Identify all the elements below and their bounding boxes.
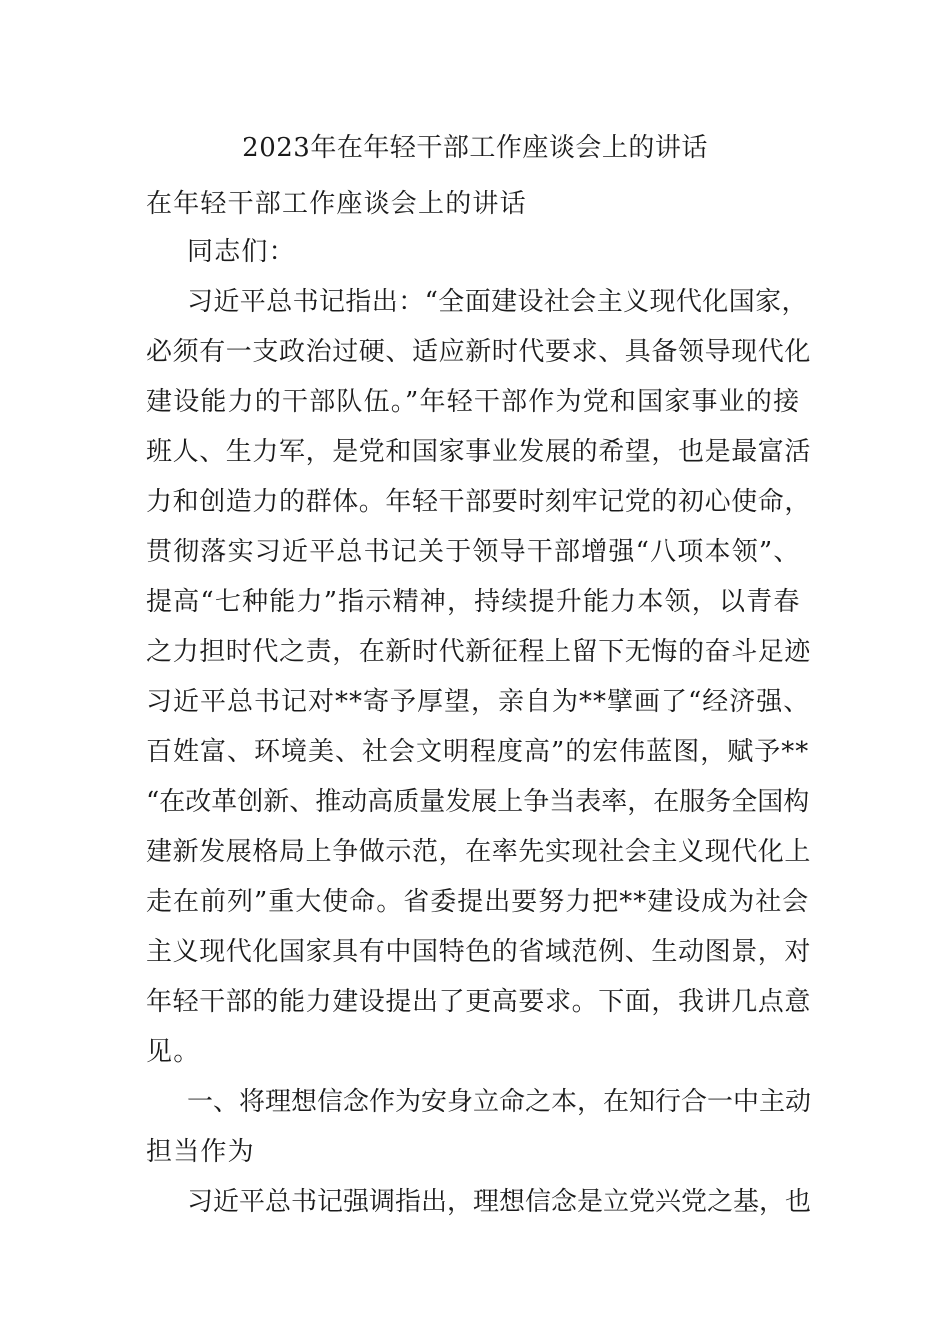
body-line: 提高“七种能力”指示精神，持续提升能力本领，以青春 [146,587,801,617]
body-line: 见。 [146,1037,201,1067]
body-line: “在改革创新、推动高质量发展上争当表率，在服务全国构 [146,787,810,817]
body-line: 力和创造力的群体。年轻干部要时刻牢记党的初心使命， [146,487,812,517]
body-line: 习近平总书记对**寄予厚望，亲自为**擘画了“经济强、 [146,687,811,717]
body-line: 之力担时代之责，在新时代新征程上留下无悔的奋斗足迹 [146,637,812,667]
salutation-line: 同志们： [187,237,296,267]
body-line: 必须有一支政治过硬、适应新时代要求、具备领导现代化 [146,337,812,367]
body-line: 建新发展格局上争做示范，在率先实现社会主义现代化上 [146,837,812,867]
body-line: 贯彻落实习近平总书记关于领导干部增强“八项本领”、 [146,537,801,567]
body-line: 班人、生力军，是党和国家事业发展的希望，也是最富活 [146,437,812,467]
subtitle-line: 在年轻干部工作座谈会上的讲话 [146,189,527,219]
body-line: 百姓富、环境美、社会文明程度高”的宏伟蓝图，赋予** [146,737,810,767]
body-line: 建设能力的干部队伍。”年轻干部作为党和国家事业的接 [146,387,801,417]
body-line: 年轻干部的能力建设提出了更高要求。下面，我讲几点意 [146,987,812,1017]
section-heading-line: 担当作为 [146,1137,255,1167]
body-line: 走在前列”重大使命。省委提出要努力把**建设成为社会 [146,887,810,917]
document-title: 2023年在年轻干部工作座谈会上的讲话 [242,133,708,163]
body-line: 习近平总书记强调指出，理想信念是立党兴党之基，也 [187,1187,812,1217]
body-line: 主义现代化国家具有中国特色的省域范例、生动图景，对 [146,937,812,967]
body-line: 习近平总书记指出：“全面建设社会主义现代化国家， [187,287,808,317]
section-heading-line: 一、将理想信念作为安身立命之本，在知行合一中主动 [187,1087,812,1117]
